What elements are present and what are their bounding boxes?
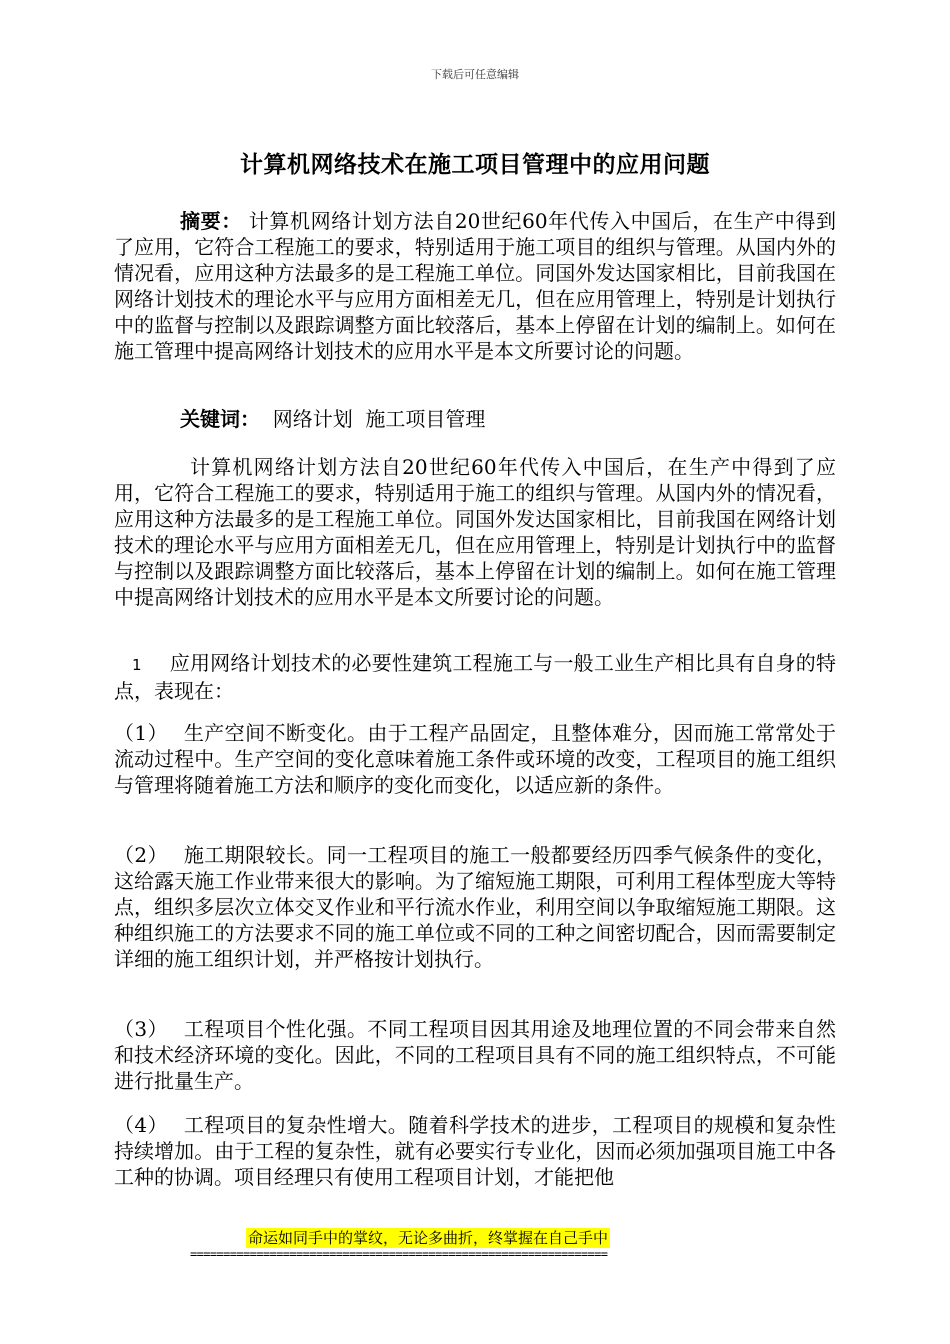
item-number: （4） [114,1113,168,1137]
keywords-line [114,406,836,432]
section-1-number: 1 [132,656,142,674]
section-1-text: 应用网络计划技术的必要性建筑工程施工与一般工业生产相比具有自身的特点，表现在： [114,651,836,703]
intro-text: 计算机网络计划方法自20世纪60年代传入中国后，在生产中得到了应用，它符合工程施工的要求，特别适用于施工的组织与管理。从国内外的情况看，应用这种方法最多的是工程施工单位。同国外发达国家相比，目前我国在网络计划技术的理论水平与应用方面相差无几，但在应用管理上，特别是计划执行中的监督与控制以及跟踪调整方面比较落后，基本上停留在计划的编制上。如何在施工管理中提高网络计划技术的应用水平是本文所要讨论的问题。 [114,455,836,609]
abstract-lead [114,209,836,363]
intro-paragraph [114,454,836,610]
abstract-label: 摘要： [180,209,242,233]
abstract-text: 计算机网络计划方法自20世纪60年代传入中国后，在生产中得到了应用，它符合工程施工的要求，特别适用于施工项目的组织与管理。从国内外的情况看，应用这种方法最多的是工程施工单位。同国外发达国家相比，目前我国在网络计划技术的理论水平与应用方面相差无几，但在应用管理上，特别是计划执行中的监督与控制以及跟踪调整方面比较落后，基本上停留在计划的编制上。如何在施工管理中提高网络计划技术的应用水平是本文所要讨论的问题。 [114,209,837,363]
keywords-label: 关键词： [180,407,260,431]
item-text: 工程项目的复杂性增大。随着科学技术的进步，工程项目的规模和复杂性持续增加。由于工程的复杂性，就有必要实行专业化，因而必须加强项目施工中各工种的协调。项目经理只有使用工程项目计划，才能把他 [114,1113,837,1189]
header-note: 下载后可任意编辑 [431,68,519,81]
document-title: 计算机网络技术在施工项目管理中的应用问题 [240,152,710,178]
item-text: 生产空间不断变化。由于工程产品固定，且整体难分，因而施工常常处于流动过程中。生产空间的变化意味着施工条件或环境的改变，工程项目的施工组织与管理将随着施工方法和顺序的变化而变化，以适应新的条件。 [114,721,837,797]
list-item [114,1112,836,1190]
item-text: 施工期限较长。同一工程项目的施工一般都要经历四季气候条件的变化，这给露天施工作业带来很大的影响。为了缩短施工期限，可利用工程体型庞大等特点，组织多层次立体交叉作业和平行流水作业，利用空间以争取缩短施工期限。这种组织施工的方法要求不同的施工单位或不同的工种之间密切配合，因而需要制定详细的施工组织计划，并严格按计划执行。 [114,843,837,971]
keywords-text: 网络计划 施工项目管理 [272,407,486,431]
item-number: （3） [114,1017,168,1041]
footer-rule: =============================================================== [190,1247,608,1261]
list-item [114,1016,836,1094]
item-text: 工程项目个性化强。不同工程项目因其用途及地理位置的不同会带来自然和技术经济环境的变化。因此，不同的工程项目具有不同的施工组织特点，不可能进行批量生产。 [114,1017,837,1093]
list-item [114,842,836,972]
item-number: （1） [114,721,168,745]
item-number: （2） [114,843,168,867]
footer-motto: 命运如同手中的掌纹，无论多曲折，终掌握在自己手中 [248,1229,609,1247]
abstract-paragraph [114,208,836,364]
list-item [114,720,836,798]
section-1-heading [114,650,836,704]
